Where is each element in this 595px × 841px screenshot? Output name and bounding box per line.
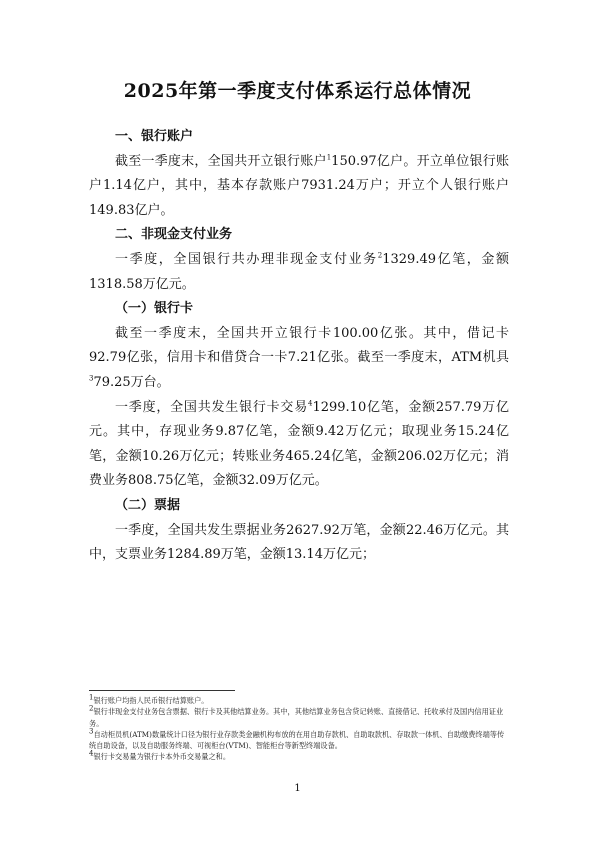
- footnote-text: 银行非现金支付业务包含票据、银行卡及其他结算业务。其中，其他结算业务包含贷记转账、直接借记、托收承付及国内信用证业务。: [89, 707, 504, 728]
- page-number: 1: [294, 783, 301, 794]
- footnote-ref[interactable]: 3: [89, 374, 94, 383]
- footnote-item: [89, 751, 509, 762]
- paragraph-cards-2: [89, 396, 509, 494]
- paragraph-text: 79.25万台。: [93, 374, 170, 390]
- footnote-ref[interactable]: 2: [377, 251, 383, 260]
- body-text: [89, 125, 509, 568]
- page-title: 2025年第一季度支付体系运行总体情况: [123, 80, 472, 102]
- footnote-number: 2: [89, 704, 94, 713]
- footnote-ref[interactable]: 1: [326, 153, 332, 162]
- paragraph-accounts: [89, 150, 509, 224]
- footnote-text: 银行卡交易量为银行卡本外币交易量之和。: [93, 752, 231, 762]
- paragraph-text: 截至一季度末，全国共开立银行账户: [115, 153, 327, 169]
- paragraph-cards-1: [89, 322, 509, 396]
- footnote-text: 自动柜员机(ATM)数量统计口径为银行业存款类金融机构布放的在用自助存款机、自助取款机、存取款一体机、自助缴费终端等传统自助设备，以及自助服务终端、可视柜台(VTM)、智能柜台等新型终端设备。: [89, 729, 505, 751]
- footnote-number: 4: [89, 750, 94, 759]
- footnote-ref[interactable]: 4: [308, 399, 313, 408]
- paragraph-bills: 一季度，全国共发生票据业务2627.92万笔，金额22.46万亿元。其中，支票业务1284.89万笔，金额13.14万亿元；: [89, 522, 509, 563]
- section-heading-accounts: 一、银行账户: [115, 129, 194, 144]
- paragraph-text: 150.97亿户。开立单位银行账户1.14亿户，其中，基本存款账户7931.24万户；开立个人银行账户149.83亿户。: [89, 153, 509, 218]
- paragraph-text: 1299.10亿笔，金额257.79万亿元。其中，存现业务9.87亿笔，金额9.42万亿元；取现业务15.24亿笔，金额10.26万亿元；转账业务465.24亿笔，金额206.02万亿元；消费业务808.75亿笔，金额32.09万亿元。: [89, 399, 509, 489]
- footnote-number: 3: [89, 727, 94, 736]
- footnote-divider: [89, 690, 235, 691]
- footnote-item: [89, 729, 509, 752]
- paragraph-noncash: [89, 248, 509, 297]
- paragraph-text: 1329.49亿笔，金额1318.58万亿元。: [89, 251, 509, 292]
- section-heading-bills: （二）票据: [115, 497, 181, 513]
- footnotes: [89, 695, 509, 763]
- section-heading-cards: （一）银行卡: [115, 301, 194, 317]
- footnote-text: 银行账户均指人民币银行结算账户。: [93, 696, 209, 705]
- paragraph-text: 一季度，全国银行共办理非现金支付业务: [115, 251, 378, 267]
- footnote-item: [89, 706, 509, 729]
- footnote-number: 1: [89, 693, 94, 702]
- footnote-item: [89, 695, 509, 706]
- section-heading-noncash: 二、非现金支付业务: [115, 227, 233, 243]
- paragraph-text: 一季度，全国共发生银行卡交易: [115, 399, 308, 415]
- paragraph-text: 截至一季度末，全国共开立银行卡100.00亿张。其中，借记卡92.79亿张，信用卡和借贷合一卡7.21亿张。截至一季度末，ATM机具: [89, 325, 509, 366]
